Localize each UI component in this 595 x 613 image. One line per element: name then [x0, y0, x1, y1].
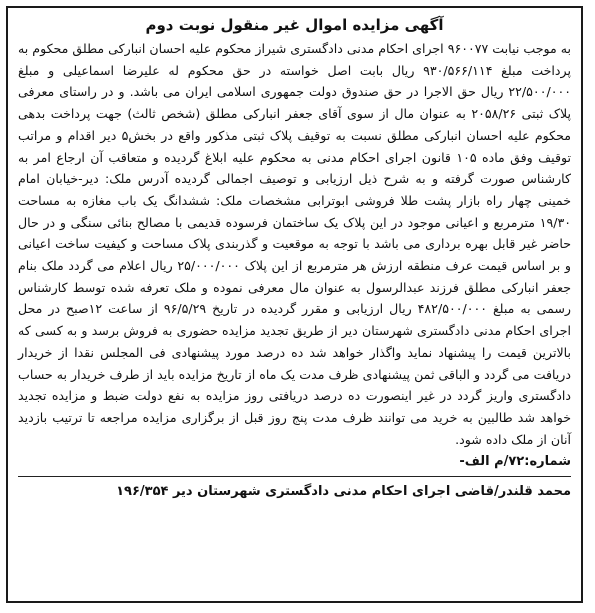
notice-body: به موجب نیابت ۹۶۰۰۷۷ اجرای احکام مدنی دادگستری شیراز محکوم علیه احسان انبارکی مطلق محکوم به پرداخت مبلغ ۹۳۰/۵۶۶/۱۱۴ ریال بابت اصل خواسته در حق محکوم له علیرضا اسماعیلی و مبلغ ۲۲/۵۰۰/۰۰۰ ریال حق الاجرا در حق صندوق دولت جمهوری اسلامی ایران می باشد. و در راستای معرفی پلاک ثبتی ۲۰۵۸/۲۶ به عنوان مال از سوی آقای جعفر انبارکی مطلق (شخص ثالث) جهت پرداخت بدهی محکوم علیه احسان انبارکی مطلق نسبت به توقیف پلاک ثبتی مذکور واقع در بخش۵ دیر اقدام و مراتب توقیف وفق ماده ۱۰۵ قانون اجرای احکام مدنی به محکوم علیه ابلاغ گردیده و متعاقب آن ارجاع امر به کارشناس صورت گرفته و به شرح ذیل ارزیابی و توصیف اجمالی گردیده آدرس ملک: دیر-خیابان امام خمینی چهار راه بازار پشت طلا فروشی ابوترابی مشخصات ملک: ششدانگ یک باب مغازه به مساحت ۱۹/۳۰ مترمربع و اعیانی موجود در این پلاک یک ساختمان فرسوده قدیمی با مصالح بنائی سنگی و در حال حاضر غیر قابل بهره برداری می باشد با توجه به موقعیت و گذربندی پلاک مساحت و کیفیت ساخت اعیانی و بر اساس قیمت عرف منطقه ارزش هر مترمربع از این پلاک ۲۵/۰۰۰/۰۰۰ ریال اعلام می گردد ملک بنام جعفر انبارکی مطلق فرزند عبدالرسول به عنوان مال معرفی نموده و ملک تعرفه شده توسط کارشناس رسمی به مبلغ ۴۸۲/۵۰۰/۰۰۰ ریال ارزیابی و مقرر گردیده در تاریخ ۹۶/۵/۲۹ از ساعت ۱۲صبح در محل اجرای احکام مدنی دادگستری شهرستان دیر از طریق تجدید مزایده حضوری به فروش برسد و به کسی که بالاترین قیمت را پیشنهاد نماید واگذار خواهد شد ده درصد مورد پیشنهادی فی المجلس نقدا از خریدار دریافت می گردد و الباقی ثمن پیشنهادی ظرف مدت یک ماه از تاریخ مزایده باید از طرف خریدار به حساب دادگستری واریز گردد در غیر اینصورت ده درصد دریافتی روز مزایده به نفع دولت ضبط و مزایده تجدید خواهد شد طالبین به خرید می توانند ظرف مدت پنج روز قبل از برگزاری مزایده مراجعه تا ترتیب بازدید آنان از ملک داده شود.: [18, 41, 571, 447]
signature-line: محمد قلندر/قاضی اجرای احکام مدنی دادگستری شهرستان دیر ۱۹۶/۳۵۴: [116, 484, 571, 500]
notice-box: [6, 6, 583, 603]
reference-number: شماره:۷۲/م الف-: [459, 454, 571, 470]
notice-title: آگهی مزایده اموال غیر منقول نوبت دوم: [145, 16, 444, 34]
divider: [18, 476, 571, 477]
